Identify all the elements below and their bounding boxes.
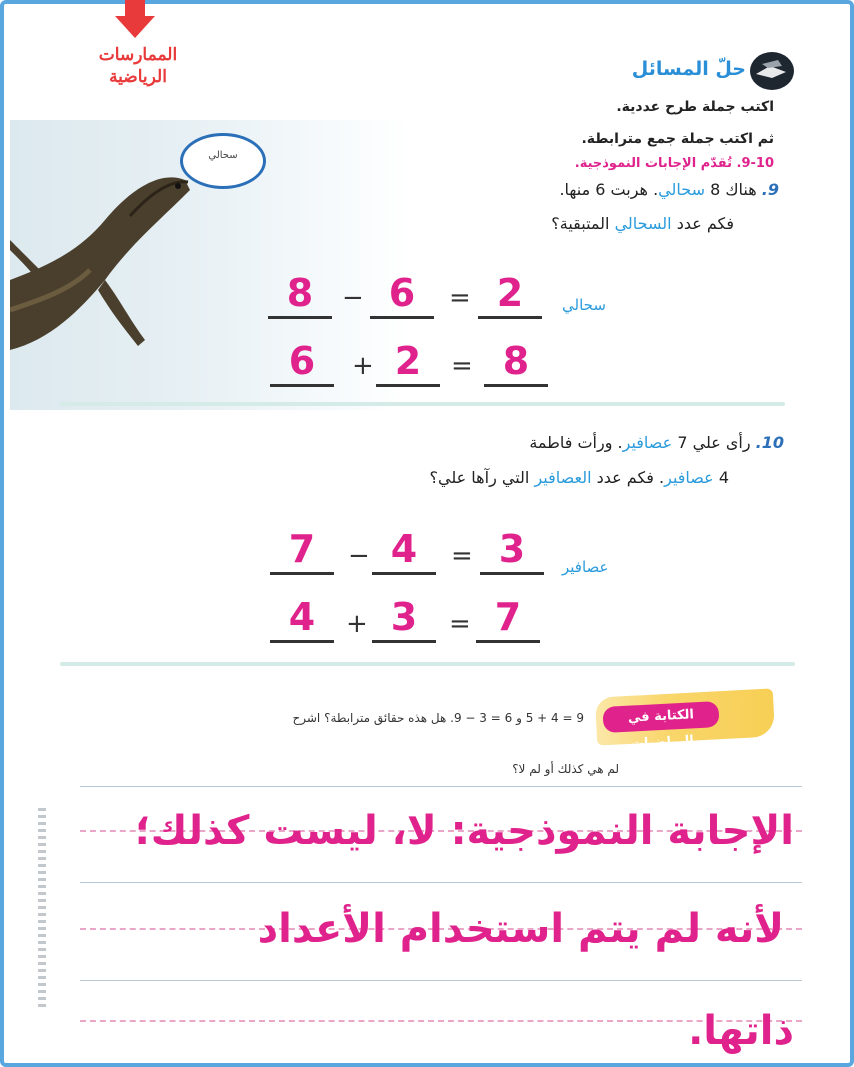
writing-answer-line-2: لأنه لم يتم استخدام الأعداد [257,906,784,952]
writing-label: الكتابة في الرياضيات [602,701,719,733]
q10-eq2-equals: = [449,609,471,639]
writing-rule-2 [80,882,802,883]
q9-eq2-equals: = [451,351,473,381]
q9-eq1-answer-a: 8 [268,272,332,319]
speech-bubble: سحالي [180,133,266,189]
q9-number: 9. [761,180,779,199]
q10-unit-label: عصافير [562,558,609,576]
q10-text-1b: . ورأت فاطمة [529,433,623,452]
writing-prompt-line-1: 9 = 4 + 5 و 6 = 3 − 9. هل هذه حقائق مترابطة؟ اشرح [292,711,584,725]
q10-eq2-operator: + [346,609,368,639]
logo-icon [750,52,794,90]
writing-answer-line-1: الإجابة النموذجية: لا، ليست كذلك؛ [134,808,794,854]
instruction-line-1: اكتب جملة طرح عددية. [616,99,774,115]
instruction-note: 9-10. تُقدّم الإجابات النموذجية. [574,156,774,171]
q9-keyword-1: سحالي [658,180,705,199]
q10-eq1-answer-c: 3 [480,528,544,575]
page-title: حلّ المسائل [631,58,746,80]
q10-eq1-answer-b: 4 [372,528,436,575]
q9-eq1-answer-c: 2 [478,272,542,319]
q10-text-2c: التي رآها علي؟ [429,468,530,487]
q10-text-2b: . فكم عدد [596,468,665,487]
instruction-line-2: ثم اكتب جملة جمع مترابطة. [581,131,774,147]
q10-line-2 [430,468,729,487]
q10-eq1-answer-a: 7 [270,528,334,575]
q10-eq2-answer-b: 3 [372,596,436,643]
arrow-down-icon [111,0,159,40]
q9-eq1-equals: = [449,283,471,313]
q10-eq1-operator: − [348,541,370,571]
q10-keyword-2: عصافير [664,468,714,487]
q10-eq2-answer-a: 4 [270,596,334,643]
q10-eq1-equals: = [451,541,473,571]
writing-answer-line-3: ذاتها. [688,1008,794,1054]
writing-rule-1 [80,786,802,787]
q10-text-1a: رأى علي 7 [677,433,751,452]
writing-prompt-line-2: لم هي كذلك أو لم لا؟ [512,762,619,776]
q10-text-2a: 4 [718,468,729,487]
margin-code-strip [38,808,46,1008]
q9-text-1b: . هربت 6 منها. [559,180,659,199]
q10-keyword-3: العصافير [534,468,592,487]
section-divider-2 [60,662,795,666]
q9-eq2-answer-c: 8 [484,340,548,387]
practice-tag: الممارسات الرياضية [98,45,178,87]
q9-text-2a: فكم عدد [676,214,734,233]
q9-text-2b: المتبقية؟ [551,214,610,233]
q9-text-1a: هناك 8 [710,180,757,199]
q10-eq2-answer-c: 7 [476,596,540,643]
q9-eq2-answer-a: 6 [270,340,334,387]
q9-keyword-2: السحالي [614,214,672,233]
q10-number: 10. [755,433,784,452]
q9-eq1-answer-b: 6 [370,272,434,319]
q9-line-1 [559,180,779,199]
q10-line-1 [529,433,784,452]
q9-eq2-operator: + [352,351,374,381]
q10-keyword-1: عصافير [622,433,673,452]
q9-eq2-answer-b: 2 [376,340,440,387]
lizard-icon [10,150,210,380]
q9-unit-label: سحالي [562,296,606,314]
q9-line-2 [551,214,734,233]
writing-rule-3 [80,980,802,981]
q9-eq1-operator: − [342,283,364,313]
section-divider-1 [60,402,785,406]
